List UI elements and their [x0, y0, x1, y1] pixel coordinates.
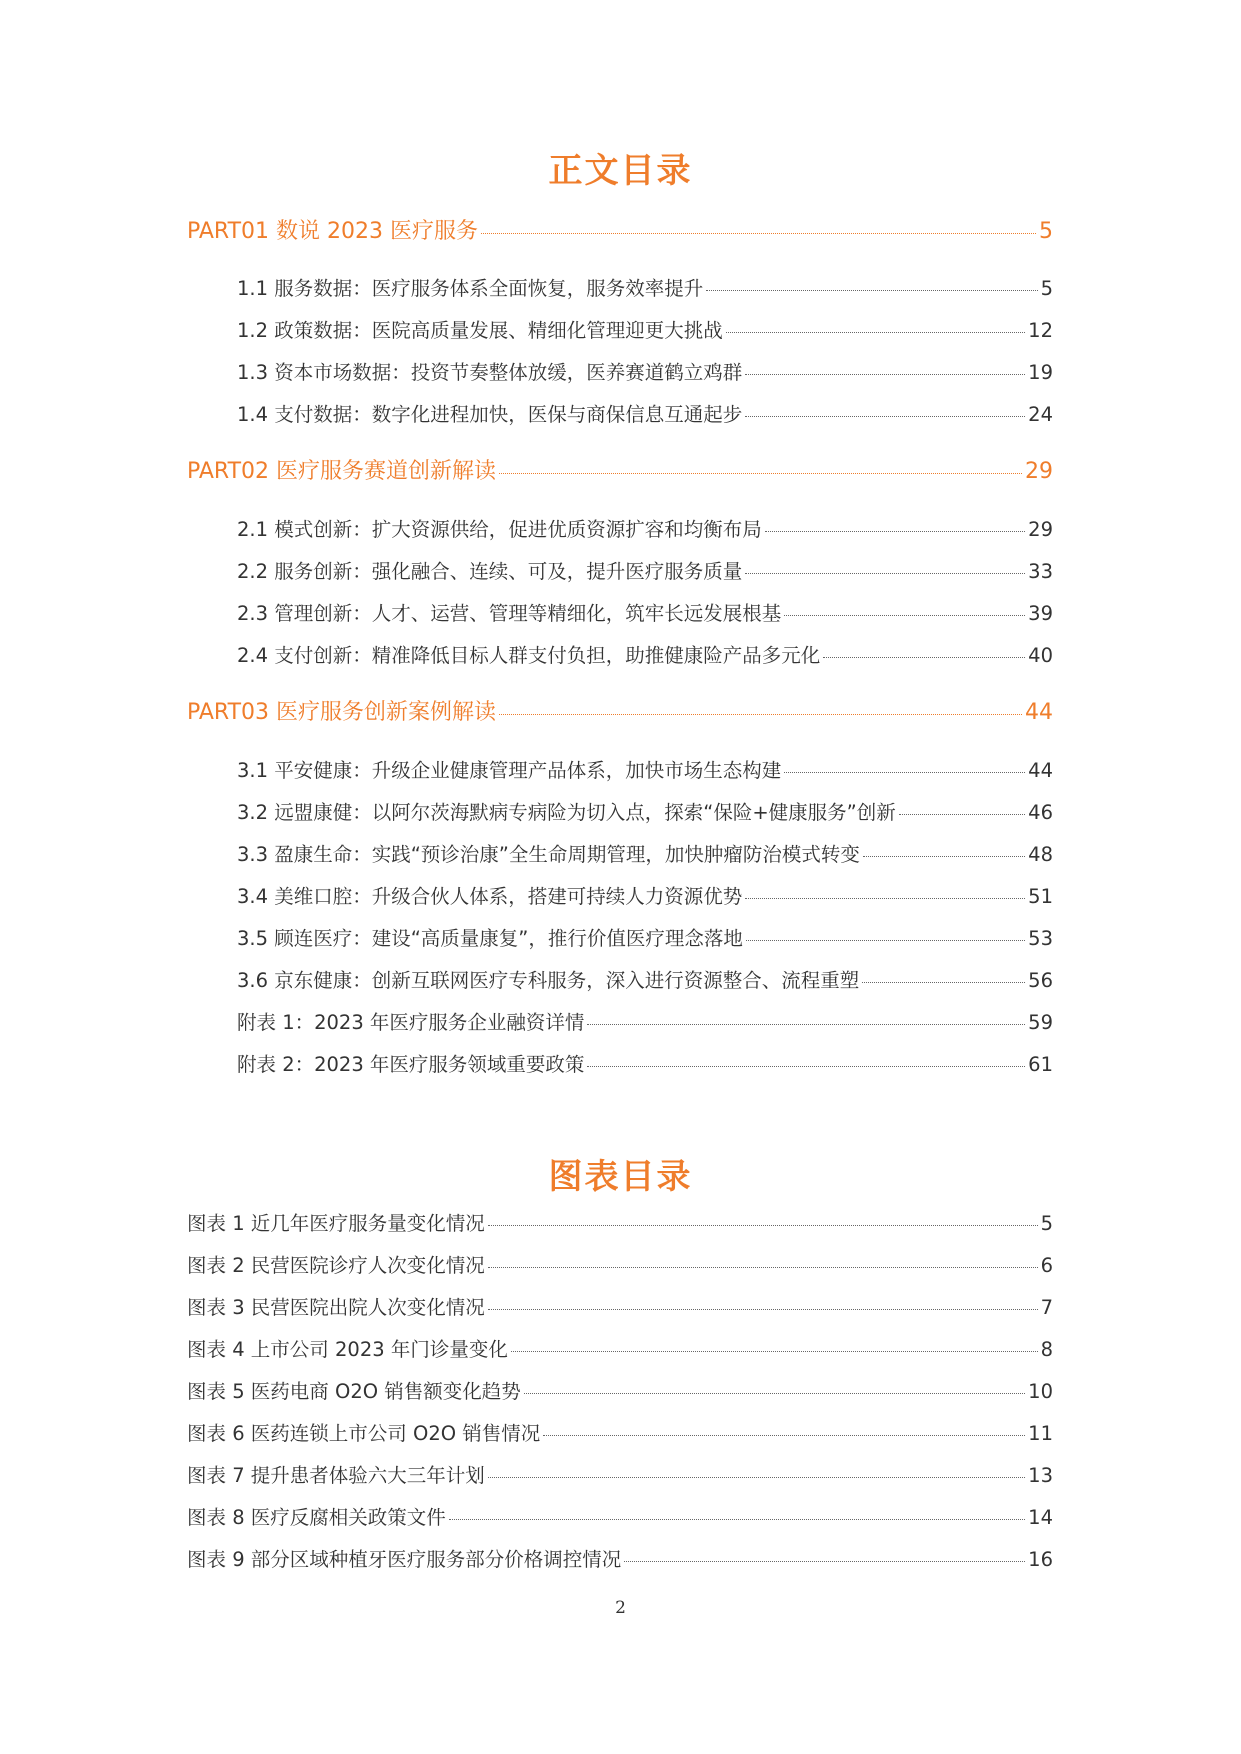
toc-entry-label: 1.4 支付数据：数字化进程加快，医保与商保信息互通起步 [237, 403, 743, 426]
figure-entry-2[interactable] [187, 1252, 1053, 1280]
dot-leader [745, 898, 1025, 899]
toc-entry-page: 19 [1028, 361, 1053, 384]
dot-leader [488, 1309, 1038, 1310]
figure-entry-7[interactable] [187, 1462, 1053, 1490]
toc-entry-page: 29 [1025, 459, 1053, 484]
toc-entry-3-5[interactable] [237, 925, 1053, 953]
toc-entry-page: 61 [1028, 1053, 1053, 1076]
toc-entry-label: 3.1 平安健康：升级企业健康管理产品体系，加快市场生态构建 [237, 759, 782, 782]
figure-entry-label: 图表 5 医药电商 O2O 销售额变化趋势 [187, 1380, 521, 1403]
figure-entry-9[interactable] [187, 1546, 1053, 1574]
toc-title: 正文目录 [548, 151, 693, 191]
figure-entry-3[interactable] [187, 1294, 1053, 1322]
toc-entry-part01[interactable] [187, 217, 1053, 247]
figure-entry-label: 图表 6 医药连锁上市公司 O2O 销售情况 [187, 1422, 541, 1445]
toc-entry-label: 1.1 服务数据：医疗服务体系全面恢复，服务效率提升 [237, 277, 704, 300]
dot-leader [543, 1435, 1025, 1436]
toc-entry-appendix-1[interactable] [237, 1009, 1053, 1037]
dot-leader [746, 940, 1025, 941]
figure-entry-label: 图表 8 医疗反腐相关政策文件 [187, 1506, 446, 1529]
figure-entry-1[interactable] [187, 1210, 1053, 1238]
dot-leader [488, 1225, 1038, 1226]
dot-leader [745, 416, 1025, 417]
dot-leader [706, 290, 1037, 291]
page-number: 2 [615, 1598, 626, 1618]
dot-leader [745, 573, 1025, 574]
toc-entry-page: 33 [1028, 560, 1053, 583]
toc-entry-page: 12 [1028, 319, 1053, 342]
dot-leader [481, 233, 1036, 234]
toc-entry-appendix-2[interactable] [237, 1051, 1053, 1079]
toc-entry-page: 56 [1028, 969, 1053, 992]
toc-entry-2-2[interactable] [237, 558, 1053, 586]
toc-entry-label: 3.3 盈康生命：实践“预诊治康”全生命周期管理，加快肿瘤防治模式转变 [237, 843, 860, 866]
figure-entry-page: 7 [1040, 1296, 1053, 1319]
toc-entry-label: 3.5 顾连医疗：建设“高质量康复”，推行价值医疗理念落地 [237, 927, 743, 950]
figure-entry-page: 14 [1028, 1506, 1053, 1529]
dot-leader [784, 615, 1025, 616]
toc-entry-page: 44 [1028, 759, 1053, 782]
toc-entry-label: PART01 数说 2023 医疗服务 [187, 219, 478, 244]
dot-leader [488, 1267, 1038, 1268]
toc-entry-label: PART02 医疗服务赛道创新解读 [187, 459, 497, 484]
figure-entry-page: 8 [1040, 1338, 1053, 1361]
figure-entry-page: 5 [1040, 1212, 1053, 1235]
toc-entry-1-2[interactable] [237, 317, 1053, 345]
toc-entry-label: 附表 1：2023 年医疗服务企业融资详情 [237, 1011, 585, 1034]
toc-entry-label: 2.4 支付创新：精准降低目标人群支付负担，助推健康险产品多元化 [237, 644, 821, 667]
dot-leader [726, 332, 1025, 333]
toc-entry-label: 1.2 政策数据：医院高质量发展、精细化管理迎更大挑战 [237, 319, 723, 342]
dot-leader [587, 1024, 1025, 1025]
figure-entry-page: 16 [1028, 1548, 1053, 1571]
dot-leader [899, 814, 1025, 815]
toc-entry-3-2[interactable] [237, 799, 1053, 827]
dot-leader [765, 531, 1025, 532]
toc-entry-label: 1.3 资本市场数据：投资节奏整体放缓，医养赛道鹤立鸡群 [237, 361, 743, 384]
toc-entry-page: 51 [1028, 885, 1053, 908]
toc-entry-label: 附表 2：2023 年医疗服务领域重要政策 [237, 1053, 585, 1076]
toc-entry-1-4[interactable] [237, 401, 1053, 429]
toc-entry-3-1[interactable] [237, 757, 1053, 785]
toc-entry-label: 3.4 美维口腔：升级合伙人体系，搭建可持续人力资源优势 [237, 885, 743, 908]
toc-entry-page: 40 [1028, 644, 1053, 667]
toc-entry-label: 2.3 管理创新：人才、运营、管理等精细化，筑牢长远发展根基 [237, 602, 782, 625]
figure-entry-page: 13 [1028, 1464, 1053, 1487]
toc-entry-label: 2.1 模式创新：扩大资源供给，促进优质资源扩容和均衡布局 [237, 518, 762, 541]
figure-entry-label: 图表 3 民营医院出院人次变化情况 [187, 1296, 485, 1319]
toc-entry-2-4[interactable] [237, 642, 1053, 670]
toc-entry-1-1[interactable] [237, 275, 1053, 303]
dot-leader [488, 1477, 1025, 1478]
figure-entry-label: 图表 4 上市公司 2023 年门诊量变化 [187, 1338, 508, 1361]
toc-entry-3-6[interactable] [237, 967, 1053, 995]
figure-entry-page: 11 [1028, 1422, 1053, 1445]
dot-leader [499, 473, 1022, 474]
dot-leader [745, 374, 1025, 375]
toc-entry-label: PART03 医疗服务创新案例解读 [187, 700, 497, 725]
dot-leader [524, 1393, 1025, 1394]
figure-entry-label: 图表 9 部分区域种植牙医疗服务部分价格调控情况 [187, 1548, 622, 1571]
figure-entry-label: 图表 1 近几年医疗服务量变化情况 [187, 1212, 485, 1235]
dot-leader [862, 982, 1025, 983]
dot-leader [784, 772, 1025, 773]
toc-entry-page: 44 [1025, 700, 1053, 725]
dot-leader [499, 714, 1022, 715]
toc-entry-page: 48 [1028, 843, 1053, 866]
figure-entry-label: 图表 7 提升患者体验六大三年计划 [187, 1464, 485, 1487]
figure-entry-8[interactable] [187, 1504, 1053, 1532]
toc-entry-2-1[interactable] [237, 516, 1053, 544]
toc-entry-label: 3.6 京东健康：创新互联网医疗专科服务，深入进行资源整合、流程重塑 [237, 969, 860, 992]
dot-leader [863, 856, 1025, 857]
toc-entry-page: 46 [1028, 801, 1053, 824]
figure-entry-4[interactable] [187, 1336, 1053, 1364]
toc-entry-label: 2.2 服务创新：强化融合、连续、可及，提升医疗服务质量 [237, 560, 743, 583]
dot-leader [823, 657, 1025, 658]
toc-entry-page: 53 [1028, 927, 1053, 950]
figure-entry-5[interactable] [187, 1378, 1053, 1406]
figure-entry-label: 图表 2 民营医院诊疗人次变化情况 [187, 1254, 485, 1277]
dot-leader [587, 1066, 1025, 1067]
toc-entry-page: 5 [1040, 277, 1053, 300]
figure-entry-page: 10 [1028, 1380, 1053, 1403]
toc-entry-2-3[interactable] [237, 600, 1053, 628]
toc-entry-part02[interactable] [187, 457, 1053, 487]
toc-entry-1-3[interactable] [237, 359, 1053, 387]
toc-entry-part03[interactable] [187, 698, 1053, 728]
toc-entry-page: 24 [1028, 403, 1053, 426]
toc-entry-page: 59 [1028, 1011, 1053, 1034]
figures-title: 图表目录 [548, 1157, 693, 1197]
figure-entry-page: 6 [1040, 1254, 1053, 1277]
toc-entry-page: 29 [1028, 518, 1053, 541]
toc-entry-page: 5 [1039, 219, 1053, 244]
toc-entry-3-4[interactable] [237, 883, 1053, 911]
figure-entry-6[interactable] [187, 1420, 1053, 1448]
dot-leader [449, 1519, 1025, 1520]
toc-entry-page: 39 [1028, 602, 1053, 625]
toc-entry-3-3[interactable] [237, 841, 1053, 869]
dot-leader [624, 1561, 1025, 1562]
toc-entry-label: 3.2 远盟康健：以阿尔茨海默病专病险为切入点，探索“保险+健康服务”创新 [237, 801, 896, 824]
dot-leader [511, 1351, 1038, 1352]
